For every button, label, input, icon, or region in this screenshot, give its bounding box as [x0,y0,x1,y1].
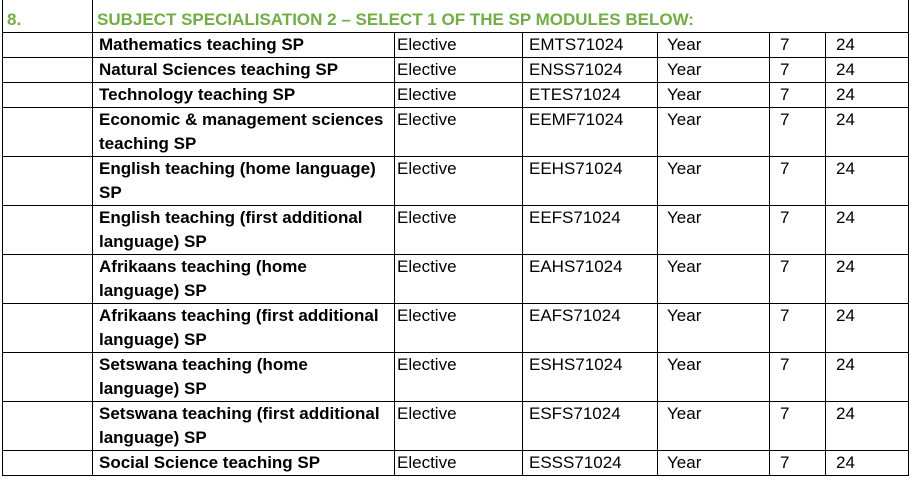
module-nqf-level: 7 [770,58,826,83]
table-row [3,206,909,255]
module-code: ENSS71024 [523,58,658,83]
module-type: Elective [395,304,523,353]
module-code: ESSS71024 [523,451,658,476]
row-blank-cell [3,157,93,206]
table-row [3,83,909,108]
section-title: SUBJECT SPECIALISATION 2 – SELECT 1 OF THE SP MODULES BELOW: [93,0,909,33]
row-blank-cell [3,83,93,108]
module-name: Afrikaans teaching (first additional language) SP [93,304,395,353]
module-credits: 24 [826,33,909,58]
table-row [3,58,909,83]
module-code: EAHS71024 [523,255,658,304]
row-blank-cell [3,353,93,402]
row-blank-cell [3,108,93,157]
module-name: English teaching (first additional language) SP [93,206,395,255]
module-table [2,0,909,476]
module-type: Elective [395,353,523,402]
module-name: Technology teaching SP [93,83,395,108]
module-credits: 24 [826,206,909,255]
table-row [3,157,909,206]
module-name: Economic & management sciences teaching SP [93,108,395,157]
table-row [3,402,909,451]
row-blank-cell [3,304,93,353]
module-period: Year [658,58,770,83]
module-type: Elective [395,402,523,451]
module-nqf-level: 7 [770,33,826,58]
module-credits: 24 [826,255,909,304]
module-type: Elective [395,58,523,83]
module-nqf-level: 7 [770,304,826,353]
row-blank-cell [3,255,93,304]
module-period: Year [658,206,770,255]
module-credits: 24 [826,353,909,402]
module-nqf-level: 7 [770,108,826,157]
module-code: EEMF71024 [523,108,658,157]
table-row [3,451,909,476]
module-period: Year [658,255,770,304]
module-credits: 24 [826,451,909,476]
module-code: EAFS71024 [523,304,658,353]
module-code: EEHS71024 [523,157,658,206]
module-nqf-level: 7 [770,353,826,402]
module-credits: 24 [826,157,909,206]
module-period: Year [658,33,770,58]
module-name: English teaching (home language) SP [93,157,395,206]
module-nqf-level: 7 [770,206,826,255]
module-name: Setswana teaching (first additional language) SP [93,402,395,451]
section-header-row [3,0,909,33]
module-type: Elective [395,451,523,476]
table-row [3,304,909,353]
module-type: Elective [395,206,523,255]
module-type: Elective [395,83,523,108]
row-blank-cell [3,451,93,476]
module-credits: 24 [826,304,909,353]
module-credits: 24 [826,108,909,157]
module-code: ESFS71024 [523,402,658,451]
module-name: Afrikaans teaching (home language) SP [93,255,395,304]
module-nqf-level: 7 [770,451,826,476]
module-name: Mathematics teaching SP [93,33,395,58]
row-blank-cell [3,206,93,255]
module-name: Natural Sciences teaching SP [93,58,395,83]
section-number: 8. [3,0,93,33]
module-name: Social Science teaching SP [93,451,395,476]
table-row [3,108,909,157]
module-period: Year [658,157,770,206]
module-nqf-level: 7 [770,157,826,206]
row-blank-cell [3,58,93,83]
module-period: Year [658,108,770,157]
module-type: Elective [395,255,523,304]
module-code: ESHS71024 [523,353,658,402]
module-type: Elective [395,33,523,58]
module-period: Year [658,402,770,451]
module-credits: 24 [826,83,909,108]
module-type: Elective [395,157,523,206]
module-period: Year [658,304,770,353]
module-credits: 24 [826,58,909,83]
table-row [3,353,909,402]
module-nqf-level: 7 [770,255,826,304]
module-name: Setswana teaching (home language) SP [93,353,395,402]
table-row [3,33,909,58]
module-code: ETES71024 [523,83,658,108]
module-nqf-level: 7 [770,402,826,451]
module-code: EEFS71024 [523,206,658,255]
module-period: Year [658,83,770,108]
table-row [3,255,909,304]
module-type: Elective [395,108,523,157]
module-nqf-level: 7 [770,83,826,108]
module-period: Year [658,451,770,476]
module-code: EMTS71024 [523,33,658,58]
module-period: Year [658,353,770,402]
row-blank-cell [3,33,93,58]
module-table-body [3,0,909,476]
module-credits: 24 [826,402,909,451]
row-blank-cell [3,402,93,451]
